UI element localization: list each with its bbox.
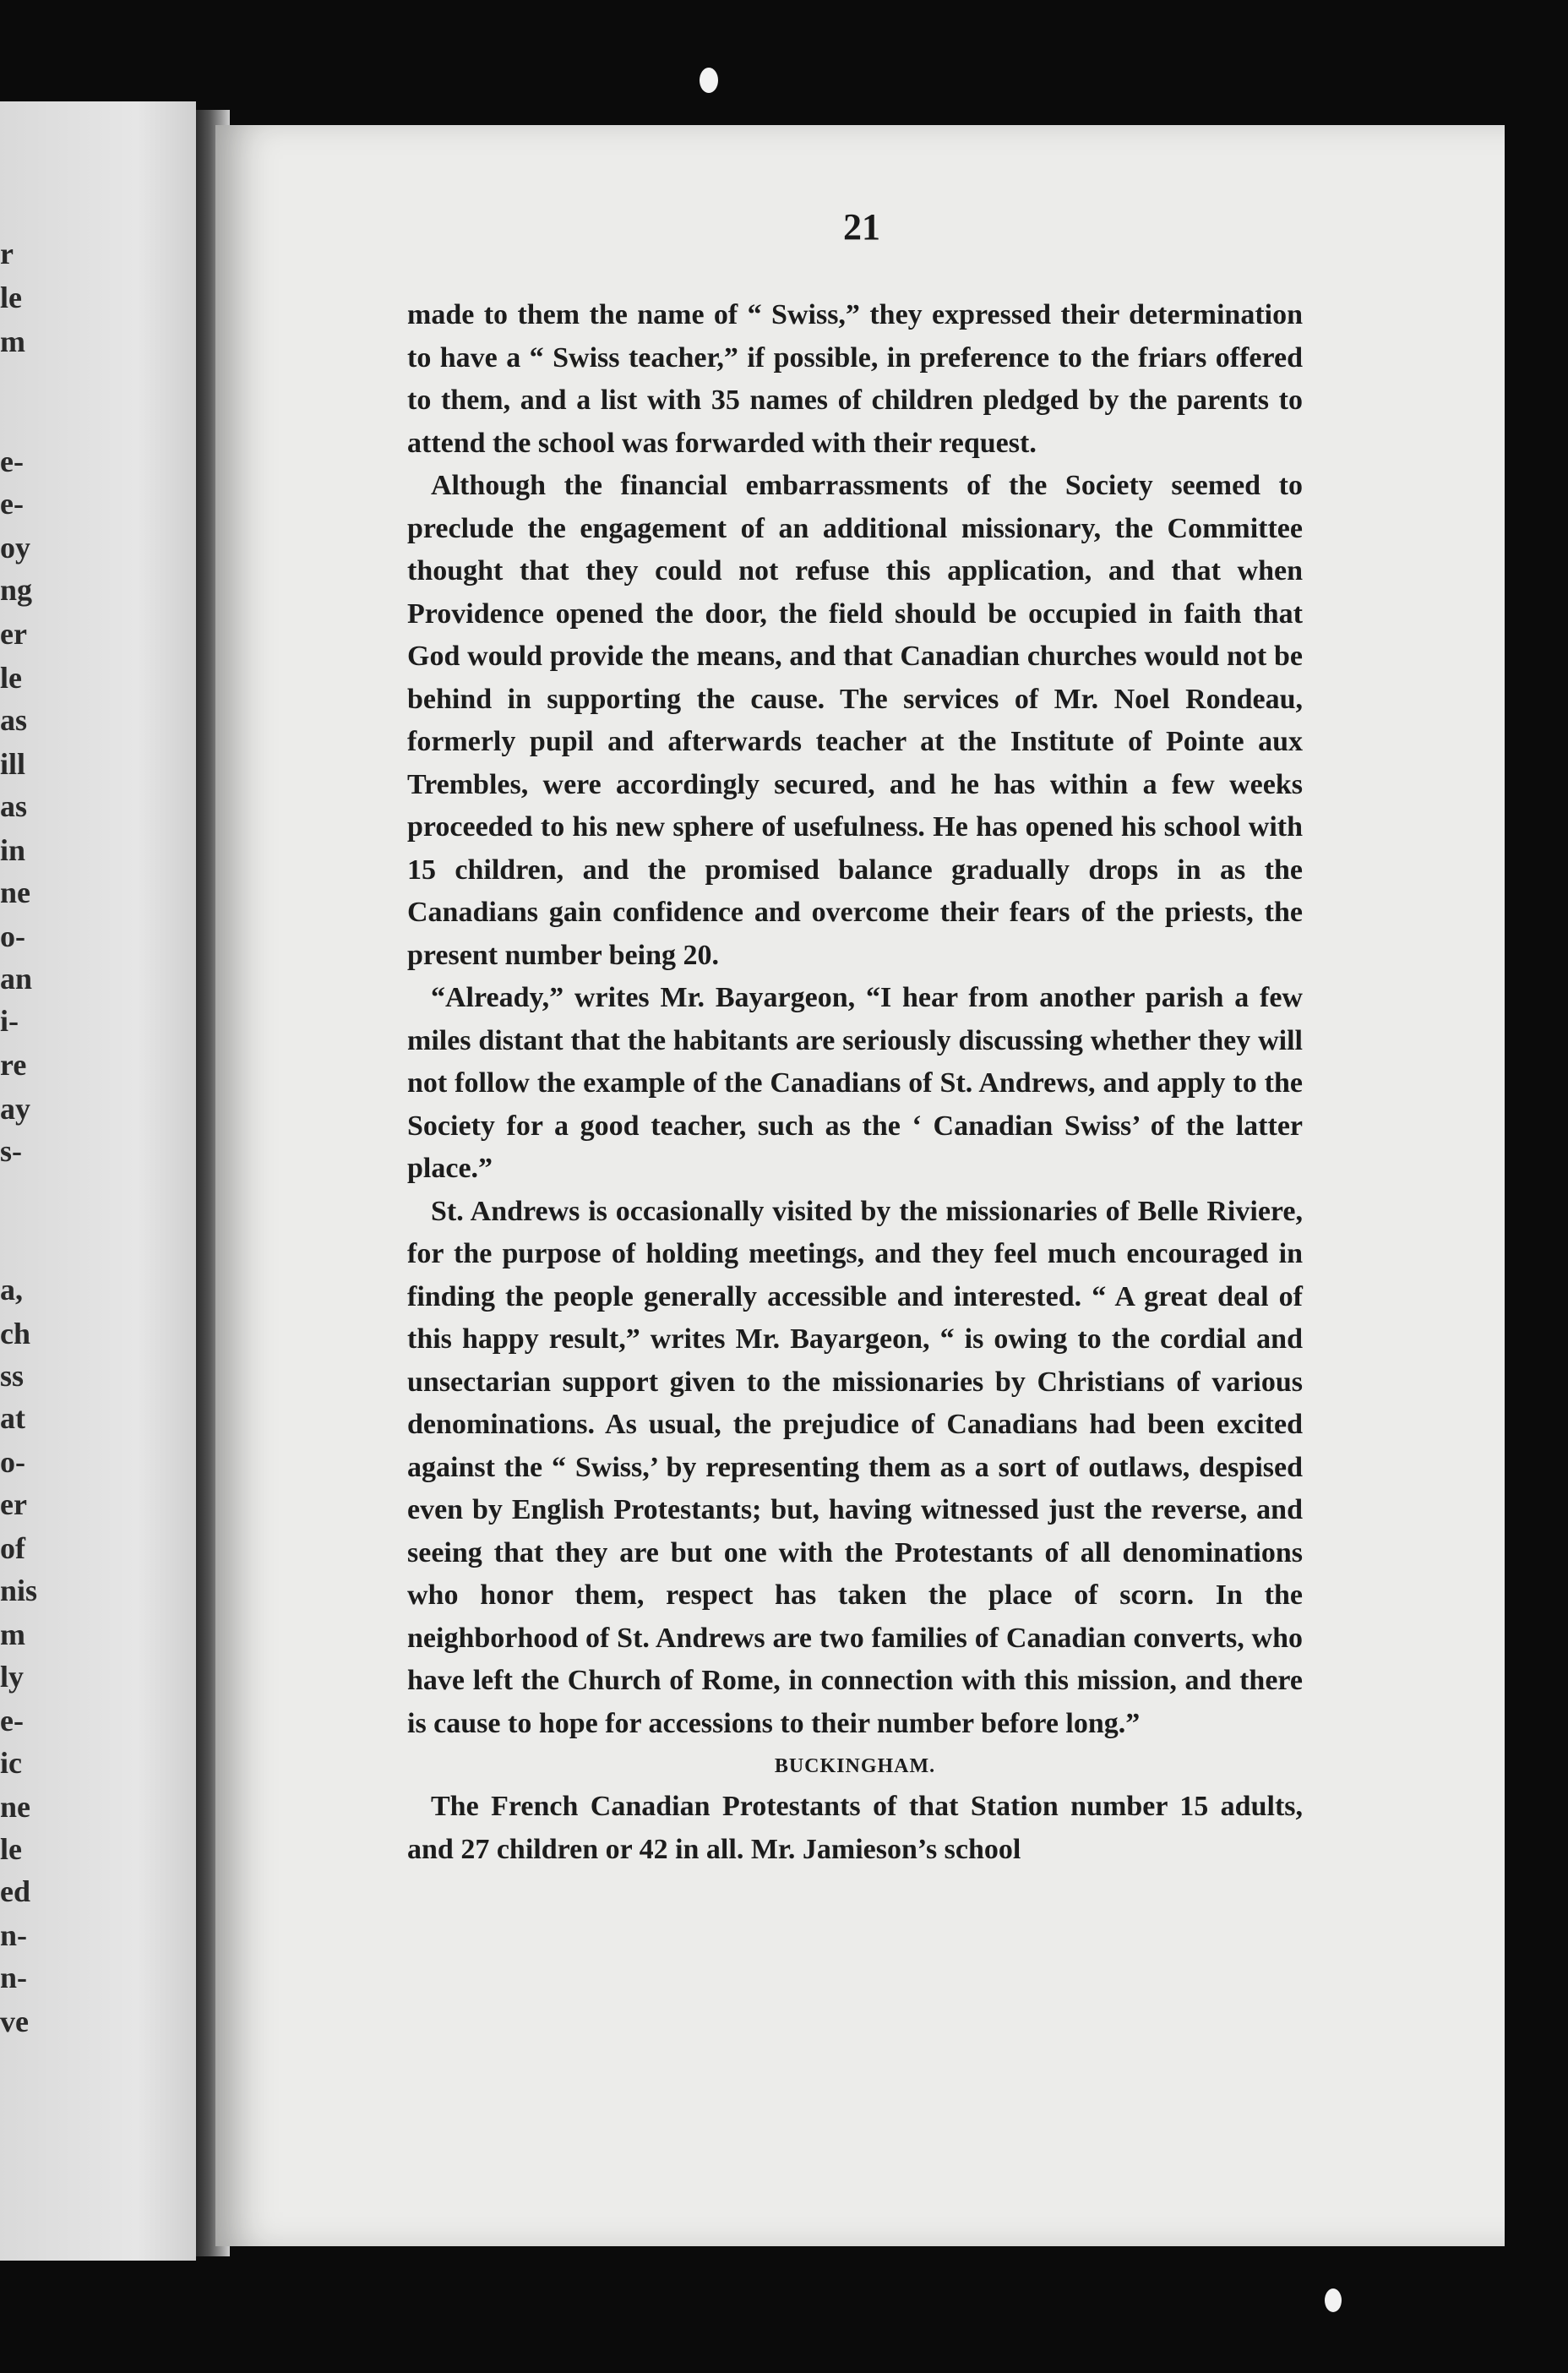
left-page-fragment: m xyxy=(0,325,25,358)
left-page-fragment: ne xyxy=(0,1790,30,1824)
dust-speck xyxy=(700,68,718,93)
left-page-fragment: ed xyxy=(0,1874,30,1908)
paragraph: “Already,” writes Mr. Bayargeon, “I hear from another parish a few miles distant that the habitants are seriously discussing whether they will not follow the example of the Canadians of St. Andrews, and apply to the Society for a good teacher, such as the ‘ Canadian Swiss’ of the latter place.” xyxy=(407,982,1303,1184)
left-page-fragment: m xyxy=(0,1617,25,1651)
left-page-fragment: o- xyxy=(0,919,25,953)
left-page-fragment: o- xyxy=(0,1445,25,1479)
left-page-edge xyxy=(0,101,196,2261)
left-page-fragment: r xyxy=(0,237,14,270)
paragraph: The French Canadian Protestants of that Station number 15 adults, and 27 children or 42 in all. Mr. Jamieson’s school xyxy=(407,1791,1303,1865)
section-heading: BUCKINGHAM. xyxy=(774,1755,936,1777)
left-page-fragment: as xyxy=(0,703,28,737)
left-page-fragment: in xyxy=(0,833,26,867)
left-page-fragment: re xyxy=(0,1048,27,1082)
page-number: 21 xyxy=(843,206,880,248)
left-page-fragment: ay xyxy=(0,1092,30,1126)
left-page-fragment: ng xyxy=(0,573,33,607)
left-page-fragment: ne xyxy=(0,876,30,909)
left-page-fragment: e- xyxy=(0,445,24,478)
paragraph: St. Andrews is occasionally visited by the missionaries of Belle Riviere, for the purpose of holding meetings, and they feel much encouraged in finding the people generally accessible and interested. “ A great deal of this happy result,” writes Mr. Bayargeon, “ is owing to the cordial and unsectarian support given to the missionaries by Christians of various denominations. As usual, the prejudice of Canadians had been excited against the “ Swiss,’ by representing them as a sort of outlaws, despised even by English Protestants; but, having witnessed just the reverse, and seeing that they are but one with the Protestants of all denominations who honor them, respect has taken the place of scorn. In the neighborhood of St. Andrews are two families of Canadian converts, who have left the Church of Rome, in connection with this mission, and there is cause to hope for accessions to their number before long.” xyxy=(407,1195,1303,1739)
left-page-fragment: at xyxy=(0,1401,25,1435)
left-page-fragment: ly xyxy=(0,1660,24,1694)
dust-speck xyxy=(1325,2288,1342,2312)
left-page-fragment: of xyxy=(0,1531,25,1565)
left-page-fragment: oy xyxy=(0,531,30,565)
paragraph: made to them the name of “ Swiss,” they expressed their determination to have a “ Swiss teacher,” if possible, in preference to the friars offered to them, and a list with 35 names of children pledged by the parents to attend the school was forwarded with their request. xyxy=(407,299,1303,459)
left-page-fragment: le xyxy=(0,661,22,695)
left-page-fragment: ss xyxy=(0,1359,24,1393)
left-page-fragment: i- xyxy=(0,1004,19,1038)
left-page-fragment: ch xyxy=(0,1317,30,1350)
left-page-fragment: le xyxy=(0,281,22,314)
left-page-fragment: an xyxy=(0,962,33,996)
page-text xyxy=(407,294,1303,1871)
left-page-fragment: ic xyxy=(0,1746,22,1780)
left-page-fragment: a, xyxy=(0,1273,23,1307)
left-page-fragment: s- xyxy=(0,1134,22,1168)
left-page-fragment: le xyxy=(0,1832,22,1866)
left-page-fragment: as xyxy=(0,789,28,823)
paragraph: Although the financial embarrassments of the Society seemed to preclude the engagement of an additional missionary, the Committee thought that they could not refuse this application, and that when Providence opened the door, the field should be occupied in faith that God would provide the means, and that Canadian churches would not be behind in supporting the cause. The services of Mr. Noel Rondeau, formerly pupil and afterwards teacher at the Institute of Pointe aux Trembles, were accordingly secured, and he has within a few weeks proceeded to his new sphere of usefulness. He has opened his school with 15 children, and the promised balance gradually drops in as the Canadians gain confidence and overcome their fears of the priests, the present number being 20. xyxy=(407,470,1303,971)
left-page-fragment: nis xyxy=(0,1574,38,1607)
left-page-fragment: er xyxy=(0,1487,27,1521)
left-page-fragment: e- xyxy=(0,1704,24,1737)
left-page-fragment: er xyxy=(0,617,27,651)
left-page-fragment: ve xyxy=(0,2005,29,2038)
left-page-fragment: n- xyxy=(0,1918,28,1952)
left-page-fragment: n- xyxy=(0,1961,28,1994)
left-page-fragment: e- xyxy=(0,487,24,521)
left-page-fragment: ill xyxy=(0,747,26,781)
